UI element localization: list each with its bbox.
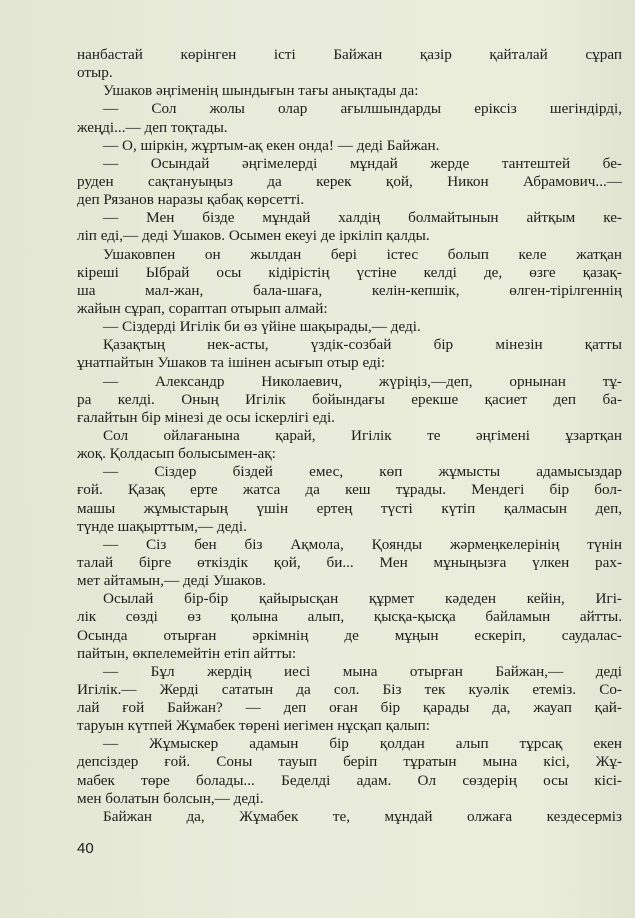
text-line: ғалайтын бір мінезі де осы іскерлігі еді.	[77, 408, 335, 426]
text-line: ұнатпайтын Ушаков та ішінен асығып отыр еді:	[77, 354, 386, 372]
text-line: Осында отырған әркімнің де мұңын ескеріп, саудалас-	[77, 626, 622, 644]
text-line: отыр.	[77, 64, 113, 82]
text-line: — Сол жолы олар ағылшындарды еріксіз шегіндірді,	[103, 100, 622, 118]
text-line: Қазақтың нек-асты, үздік-созбай бір мінезін қатты	[103, 336, 622, 354]
text-line: — Сіздерді Игілік би өз үйіне шақырады,— деді.	[103, 318, 421, 336]
text-line: машы жұмыстарың үшін ертең түсті күтіп қалмасын деп,	[77, 499, 622, 517]
text-line: таруын күтпей Жұмабек төрені иегімен нұсқап қалып:	[77, 717, 430, 735]
text-line: нанбастай көрінген істі Байжан қазір қайталай сұрап	[77, 46, 622, 63]
text-line: лік сөзді өз қолына алып, қысқа-қысқа байламын айтты.	[77, 608, 622, 626]
text-line: руден сақтануыңыз да керек қой, Никон Абрамович...—	[77, 172, 622, 190]
body-text	[77, 46, 622, 826]
text-line: Байжан да, Жұмабек те, мұндай олжаға кездесерміз	[103, 807, 622, 825]
text-line: жоқ. Қолдасып болысымен-ақ:	[77, 445, 276, 463]
text-line: депсіздер ғой. Соны тауып беріп тұратын мына кісі, Жұ-	[77, 753, 622, 771]
text-line: ша мал-жан, бала-шаға, келін-кепшік, өлген-тірілгеннің	[77, 281, 622, 299]
text-line: — Сіз бен біз Ақмола, Қоянды жәрмеңкелерінің түнін	[103, 535, 622, 553]
text-line: Ушаков әңгіменің шындығын тағы анықтады да:	[103, 82, 419, 100]
text-line: Игілік.— Жерді сататын да сол. Біз тек куәлік етеміз. Со-	[77, 680, 622, 698]
text-line: — Жұмыскер адамын бір қолдан алып тұрсақ екен	[103, 735, 622, 753]
text-line: ра келді. Оның Игілік бойындағы ерекше қасиет деп ба-	[77, 390, 622, 408]
text-line: — Осындай әңгімелерді мұндай жерде тантештей бе-	[103, 154, 622, 172]
text-line: ғой. Қазақ ерте жатса да кеш тұрады. Мендегі бір бол-	[77, 481, 622, 499]
text-line: мабек төре болады... Беделді адам. Ол сөздерің осы кісі-	[77, 771, 622, 789]
text-line: жеңді...— деп тоқтады.	[77, 118, 228, 136]
text-line: деп Рязанов наразы қабақ көрсетті.	[77, 191, 305, 209]
text-line: түнде шақырттым,— деді.	[77, 517, 247, 535]
text-line: кіреші Ыбрай осы кідірістің үстіне келді де, өзге қазақ-	[77, 263, 622, 281]
text-line: — Бұл жердің иесі мына отырған Байжан,— деді	[103, 662, 622, 680]
text-line: талай бірге өткіздік қой, би... Мен мұныңызға үлкен рах-	[77, 553, 622, 571]
text-line: — О, шіркін, жұртым-ақ екен онда! — деді Байжан.	[103, 136, 440, 154]
text-line: мет айтамын,— деді Ушаков.	[77, 572, 266, 590]
text-line: Ушаковпен он жылдан бері істес болып келе жатқан	[103, 245, 622, 263]
text-line: — Александр Николаевич, жүріңіз,—деп, орнынан тұ-	[103, 372, 622, 390]
text-line: пайтын, өкпелемейтін етіп айтты:	[77, 644, 297, 662]
text-line: жайын сұрап, сораптап отырып алмай:	[77, 299, 328, 317]
text-line: ліп еді,— деді Ушаков. Осымен екеуі де іркіліп қалды.	[77, 227, 430, 245]
text-line: Сол ойлағанына қарай, Игілік те әңгімені ұзартқан	[103, 426, 622, 444]
page-number: 40	[77, 840, 94, 857]
text-line: Осылай бір-бір қайырысқан құрмет кәдеден кейін, Игі-	[103, 590, 622, 608]
text-line: лай ғой Байжан? — деп оған бір қарады да, жауап қай-	[77, 699, 622, 717]
text-line: — Сіздер біздей емес, көп жұмысты адамысыздар	[103, 463, 622, 481]
text-line: — Мен бізде мұндай халдің болмайтынын айтқым ке-	[103, 209, 622, 227]
text-line: мен болатын болсын,— деді.	[77, 789, 264, 807]
